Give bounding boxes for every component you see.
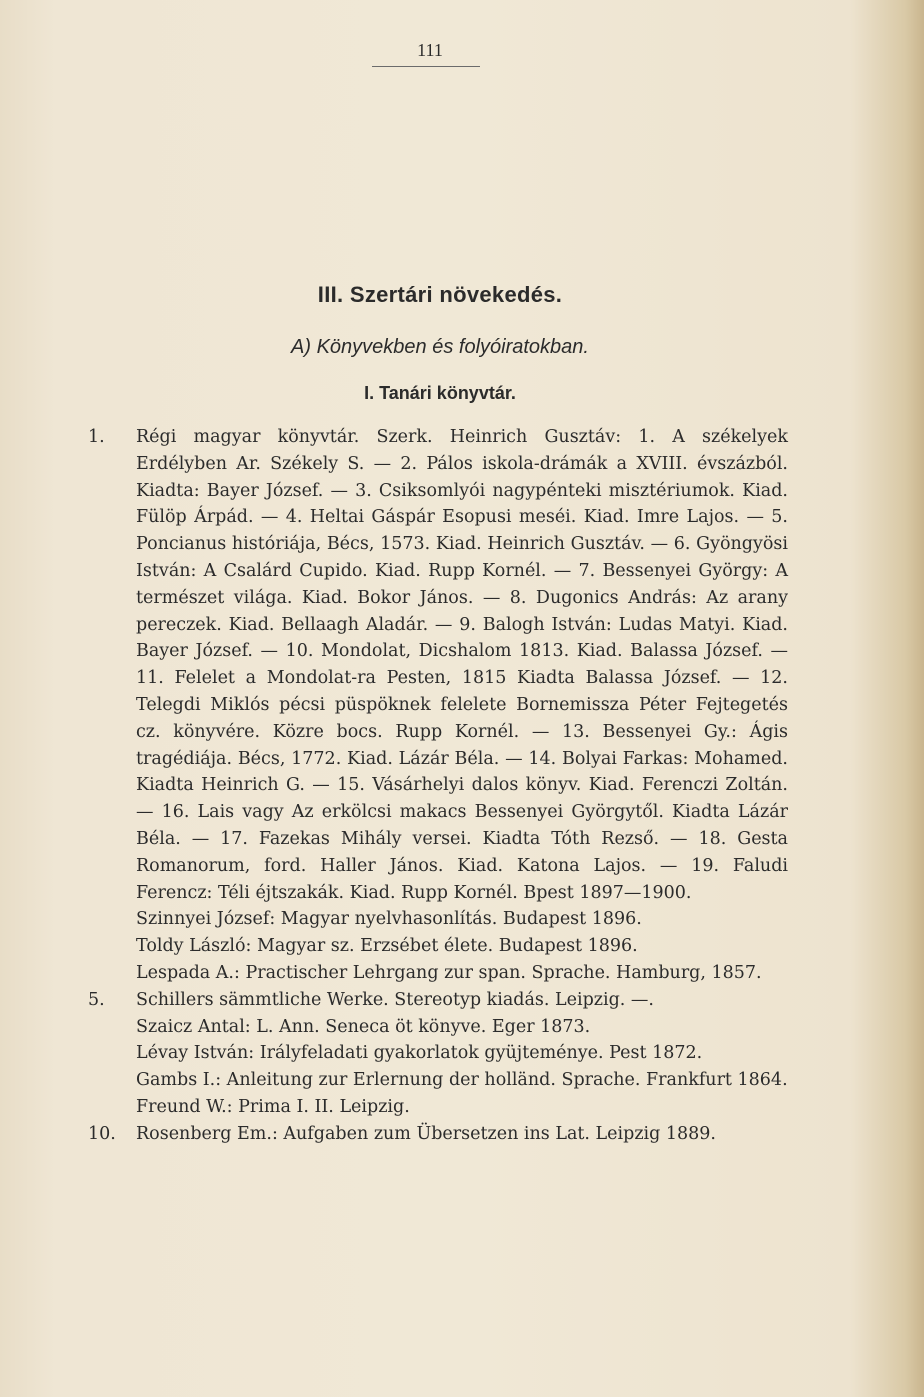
entry-number: 10. bbox=[88, 1123, 116, 1144]
entry-text: Lévay István: Irályfeladati gyakorlatok gyüjteménye. Pest 1872. bbox=[136, 1043, 703, 1064]
list-item bbox=[88, 933, 788, 960]
entry-text: Gambs I.: Anleitung zur Erlernung der holländ. Sprache. Frankfurt 1864. bbox=[136, 1070, 788, 1091]
list-item bbox=[88, 906, 788, 933]
entry-number: 1. bbox=[88, 427, 105, 447]
list-item bbox=[88, 960, 788, 987]
entry-text: Freund W.: Prima I. II. Leipzig. bbox=[136, 1096, 410, 1117]
list-item bbox=[88, 1121, 788, 1148]
entry-text: Rosenberg Em.: Aufgaben zum Übersetzen ins Lat. Leipzig 1889. bbox=[136, 1123, 716, 1144]
list-item bbox=[88, 1094, 788, 1121]
list-item bbox=[88, 424, 788, 906]
list-item bbox=[88, 1067, 788, 1094]
list-item bbox=[88, 1040, 788, 1067]
entry-text: Régi magyar könyvtár. Szerk. Heinrich Gusztáv: 1. A székelyek Erdélyben Ar. Székely S. — 2. Pálos iskola-drámák a XVIII. évszázból. Kiadta: Bayer József. — 3. Csiksomlyói nagypénteki misztériumok. Kiad. Fülöp Árpád. — 4. Heltai Gáspár Esopusi meséi. Kiad. Imre Lajos. — 5. Poncianus históriája, Bécs, 1573. Kiad. Heinrich Gusztáv. — 6. Gyöngyösi István: A Csalárd Cupido. Kiad. Rupp Kornél. — 7. Bessenyei György: A természet világa. Kiad. Bokor János. — 8. Dugonics András: Az arany pereczek. Kiad. Bellaagh Aladár. — 9. Balogh István: Ludas Matyi. Kiad. Bayer József. — 10. Mondolat, Dicshalom 1813. Kiad. Balassa József. — 11. Felelet a Mondolat-ra Pesten, 1815 Kiadta Balassa József. — 12. Telegdi Miklós pécsi püspöknek felelete Bornemissza Péter Fejtegetés cz. könyvére. Közre bocs. Rupp Kornél. — 13. Bessenyei Gy.: Ágis tragédiája. Bécs, 1772. Kiad. Lázár Béla. — 14. Bolyai Farkas: Mohamed. Kiadta Heinrich G. — 15. Vásárhelyi dalos könyv. Kiad. Ferenczi Zoltán. — 16. Lais vagy Az erkölcsi makacs Bessenyei Györgytől. Kiadta Lázár Béla. — 17. Fazekas Mihály versei. Kiadta Tóth Rezső. — 18. Gesta Romanorum, ford. Haller János. Kiad. Katona Lajos. — 19. Faludi Ferencz: Téli éjtszakák. Kiad. Rupp Kornél. Bpest 1897—1900. bbox=[136, 427, 788, 903]
entry-list bbox=[88, 424, 788, 1148]
section-heading: III. Szertári növekedés. bbox=[317, 282, 563, 307]
entry-number: 5. bbox=[88, 989, 105, 1010]
list-item bbox=[88, 1014, 788, 1041]
entry-text: Szinnyei József: Magyar nyelvhasonlítás. Budapest 1896. bbox=[136, 909, 642, 930]
page-number: 111 bbox=[417, 40, 443, 60]
entry-text: Toldy László: Magyar sz. Erzsébet élete. Budapest 1896. bbox=[136, 936, 638, 957]
entry-text: Szaicz Antal: L. Ann. Seneca öt könyve. Eger 1873. bbox=[136, 1016, 591, 1037]
header-rule bbox=[372, 66, 480, 67]
entry-text: Schillers sämmtliche Werke. Stereotyp kiadás. Leipzig. —. bbox=[136, 989, 654, 1010]
subsection-heading: A) Könyvekben és folyóiratokban. bbox=[291, 336, 589, 358]
entry-text: Lespada A.: Practischer Lehrgang zur span. Sprache. Hamburg, 1857. bbox=[136, 962, 762, 983]
list-item bbox=[88, 987, 788, 1014]
library-heading: I. Tanári könyvtár. bbox=[364, 383, 516, 403]
